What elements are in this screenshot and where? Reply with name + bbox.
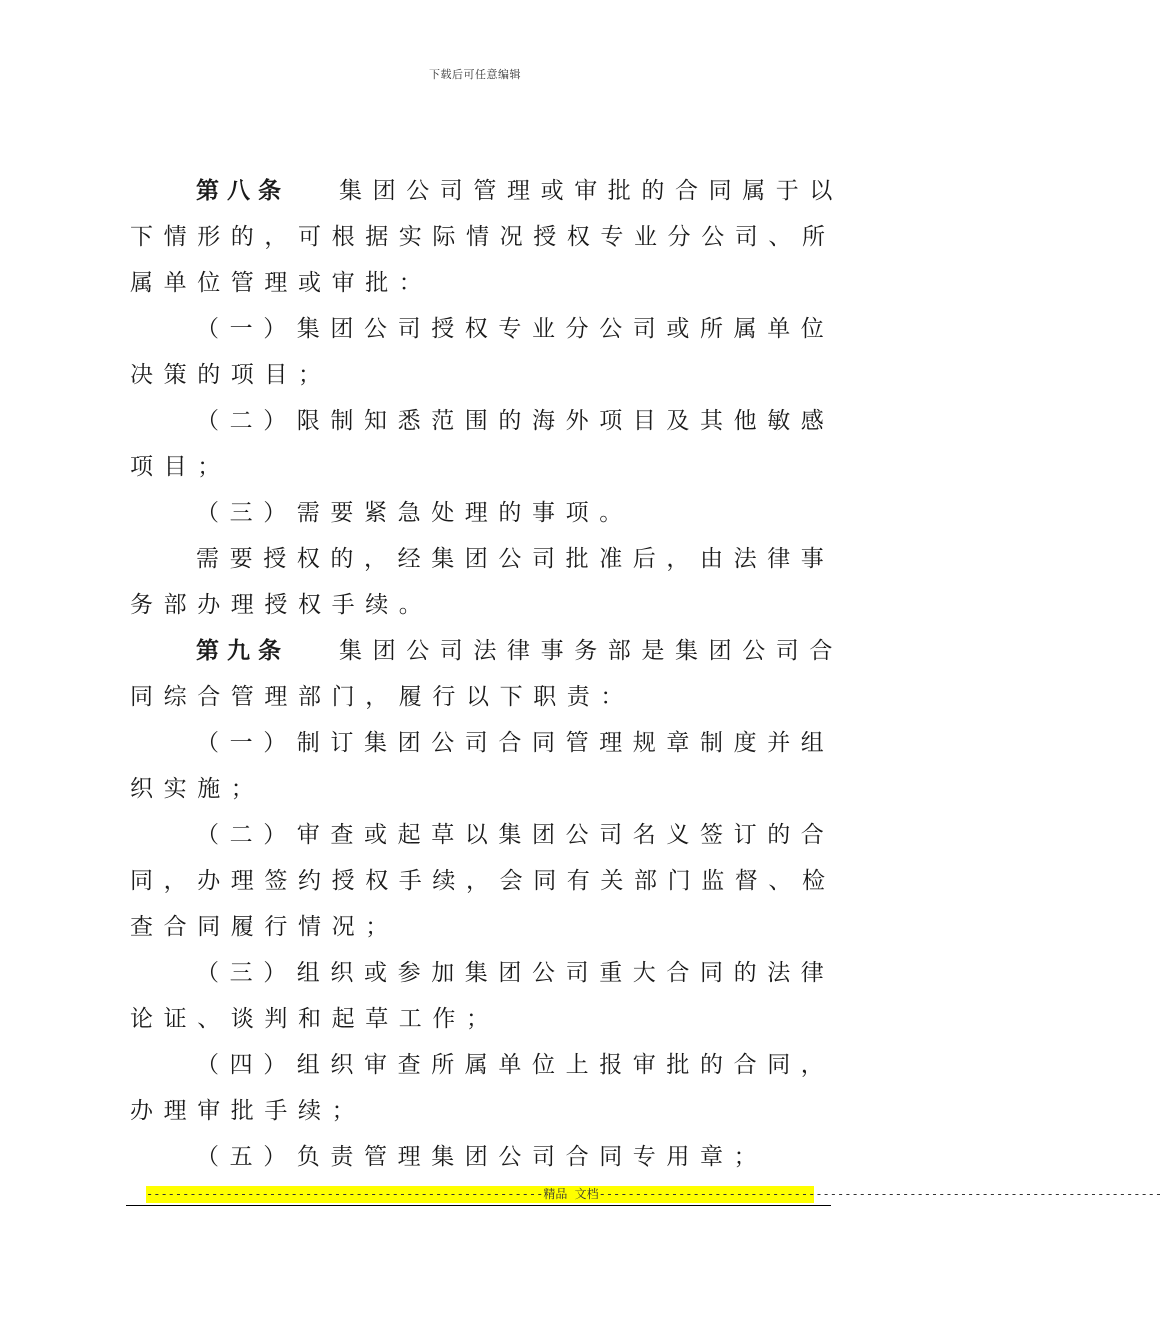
article-8-item-2: （二）限制知悉范围的海外项目及其他敏感 xyxy=(196,408,835,434)
article-9-item-2-cont: 查合同履行情况； xyxy=(130,914,399,940)
footer-dashes-right: ------------------------------------------------------------------------------ xyxy=(598,1187,1162,1201)
document-body xyxy=(130,168,843,1180)
article-8-item-2-cont: 项目； xyxy=(130,454,231,480)
article-8-text-line: 集团公司管理或审批的合同属于以 xyxy=(339,178,843,204)
article-8-title: 第八条 xyxy=(196,178,289,204)
article-9-item-3: （三）组织或参加集团公司重大合同的法律 xyxy=(196,960,835,986)
footer-label: 精品 文档 xyxy=(543,1187,599,1201)
article-9-text-line: 同综合管理部门，履行以下职责： xyxy=(130,684,634,710)
article-9-heading xyxy=(130,628,843,674)
article-9-item-2-cont: 同，办理签约授权手续，会同有关部门监督、检 xyxy=(130,868,836,894)
article-9-item-1: （一）制订集团公司合同管理规章制度并组 xyxy=(196,730,835,756)
article-8-text-line: 下情形的，可根据实际情况授权专业分公司、所 xyxy=(130,224,836,250)
article-8-item-3: （三）需要紧急处理的事项。 xyxy=(196,500,633,526)
footer-banner xyxy=(146,1186,1162,1203)
article-8-text-line: 属单位管理或审批： xyxy=(130,270,433,296)
page-header: 下载后可任意编辑 xyxy=(429,68,521,81)
article-9-item-1-cont: 织实施； xyxy=(130,776,265,802)
article-8-paragraph-cont: 务部办理授权手续。 xyxy=(130,592,433,618)
article-9-text-line: 集团公司法律事务部是集团公司合 xyxy=(339,638,843,664)
article-9-title: 第九条 xyxy=(196,638,289,664)
article-8-heading xyxy=(130,168,843,214)
article-8-item-1-cont: 决策的项目； xyxy=(130,362,332,388)
footer-dashes-left: ------------------------------------------------------- xyxy=(146,1187,544,1201)
article-9-item-2: （二）审查或起草以集团公司名义签订的合 xyxy=(196,822,835,848)
article-8-item-1: （一）集团公司授权专业分公司或所属单位 xyxy=(196,316,835,342)
article-9-item-3-cont: 论证、谈判和起草工作； xyxy=(130,1006,500,1032)
footer-divider xyxy=(126,1205,831,1206)
article-9-item-4-cont: 办理审批手续； xyxy=(130,1098,366,1124)
article-9-item-4: （四）组织审查所属单位上报审批的合同， xyxy=(196,1052,835,1078)
article-8-paragraph: 需要授权的，经集团公司批准后，由法律事 xyxy=(196,546,835,572)
article-9-item-5: （五）负责管理集团公司合同专用章； xyxy=(196,1144,768,1170)
